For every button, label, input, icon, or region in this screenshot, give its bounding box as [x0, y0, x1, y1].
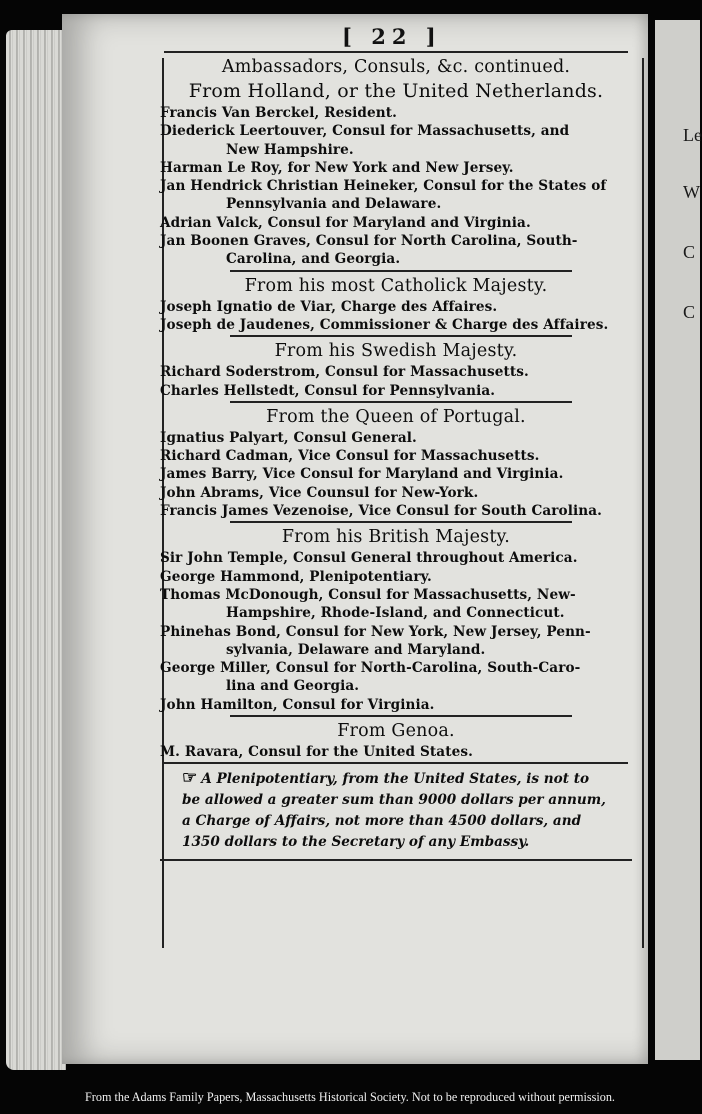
entry [160, 623, 632, 660]
entry [160, 232, 632, 269]
divider [230, 715, 572, 717]
note-line: be allowed a greater sum than 9000 dollars per annum, [182, 792, 606, 809]
entry-line: Harman Le Roy, for New York and New Jersey. [160, 159, 514, 176]
entry-line: Jan Hendrick Christian Heineker, Consul for the States of [160, 178, 607, 195]
entry-line: Francis Van Berckel, Resident. [160, 105, 397, 121]
section-heading: From the Queen of Portugal. [266, 406, 526, 427]
entry-line: Richard Soderstrom, Consul for Massachusetts. [160, 364, 529, 381]
divider [230, 521, 572, 523]
entry [160, 465, 632, 483]
section-heading: From his most Catholick Majesty. [244, 275, 548, 296]
entry [160, 447, 632, 465]
section-heading: From his British Majesty. [281, 527, 511, 548]
entry-line: John Hamilton, Consul for Virginia. [160, 696, 435, 713]
entry [160, 586, 632, 623]
entry [160, 122, 632, 159]
entry-line: Jan Boonen Graves, Consul for North Carolina, South- [160, 233, 578, 250]
entry-line: Joseph Ignatio de Viar, Charge des Affaires. [160, 298, 498, 315]
consul-list [160, 50, 632, 861]
entry [160, 429, 632, 447]
entry-line: Charles Hellstedt, Consul for Pennsylvania. [160, 382, 496, 399]
entry [160, 363, 632, 381]
divider [230, 335, 572, 337]
facing-page [655, 20, 700, 1060]
entry-continuation: Carolina, and Georgia. [226, 251, 401, 268]
entry [160, 568, 632, 586]
entry-line: Adrian Valck, Consul for Maryland and Virginia. [160, 214, 531, 231]
section-entries [160, 429, 632, 520]
section-heading: Ambassadors, Consuls, &c. continued. [221, 57, 571, 77]
entry-continuation: Hampshire, Rhode-Island, and Connecticut. [226, 605, 565, 622]
entry-line: George Miller, Consul for North-Carolina, South-Caro- [160, 660, 581, 677]
section-entries [160, 363, 632, 400]
divider [230, 401, 572, 403]
entry [160, 696, 632, 714]
facing-page-letters: Le [683, 125, 702, 145]
entry [160, 659, 632, 696]
entry [160, 159, 632, 177]
entry-line: M. Ravara, Consul for the United States. [160, 744, 473, 761]
entry-line: Joseph de Jaudenes, Commissioner & Charge des Affaires. [160, 316, 609, 333]
entry-line: James Barry, Vice Consul for Maryland and Virginia. [160, 466, 564, 483]
entry [160, 502, 632, 520]
entry-line: Ignatius Palyart, Consul General. [160, 429, 417, 446]
entry-continuation: sylvania, Delaware and Maryland. [226, 641, 486, 658]
entry-continuation: Pennsylvania and Delaware. [226, 196, 442, 213]
entry-continuation: New Hampshire. [226, 141, 354, 158]
entry-line: Thomas McDonough, Consul for Massachusetts, New- [160, 586, 576, 603]
section-heading: From his Swedish Majesty. [274, 341, 518, 362]
entry-line: Richard Cadman, Vice Consul for Massachusetts. [160, 448, 540, 465]
section-entries [160, 298, 632, 335]
section-entries [160, 104, 632, 269]
entry-continuation: lina and Georgia. [226, 678, 360, 695]
copyright-caption: From the Adams Family Papers, Massachusetts Historical Society. Not to be reproduced without permission. [85, 1090, 615, 1104]
entry [160, 743, 632, 761]
entry [160, 104, 632, 122]
entry-line: Sir John Temple, Consul General throughout America. [160, 550, 578, 567]
note-line: A Plenipotentiary, from the United States, is not to [201, 771, 590, 788]
section-subheading: From Holland, or the United Netherlands. [188, 80, 604, 102]
entry [160, 214, 632, 232]
divider [164, 762, 628, 764]
entry [160, 484, 632, 502]
note-line: a Charge of Affairs, not more than 4500 dollars, and [182, 813, 582, 830]
section-entries [160, 743, 632, 761]
entry [160, 298, 632, 316]
section-entries [160, 549, 632, 714]
facing-page-letters: C [683, 242, 696, 262]
note-line: 1350 dollars to the Secretary of any Embassy. [182, 834, 530, 851]
entry-line: Diederick Leertouver, Consul for Massachusetts, and [160, 123, 570, 140]
entry [160, 549, 632, 567]
divider [160, 859, 632, 861]
pointing-hand-icon: ☞ [182, 768, 198, 789]
entry-line: Francis James Vezenoise, Vice Consul for South Carolina. [160, 503, 602, 520]
page-edges [6, 30, 66, 1070]
page-number: [ 22 ] [342, 24, 442, 49]
facing-page-letters: W [683, 182, 700, 202]
entry [160, 316, 632, 334]
salary-note [160, 768, 632, 853]
section-heading: From Genoa. [337, 721, 455, 742]
entry-line: George Hammond, Plenipotentiary. [160, 568, 432, 585]
entry-line: Phinehas Bond, Consul for New York, New Jersey, Penn- [160, 623, 591, 640]
facing-page-letters: C [683, 302, 696, 322]
entry-line: John Abrams, Vice Counsul for New-York. [160, 484, 479, 501]
entry [160, 177, 632, 214]
divider [230, 270, 572, 272]
divider [164, 51, 628, 53]
entry [160, 382, 632, 400]
